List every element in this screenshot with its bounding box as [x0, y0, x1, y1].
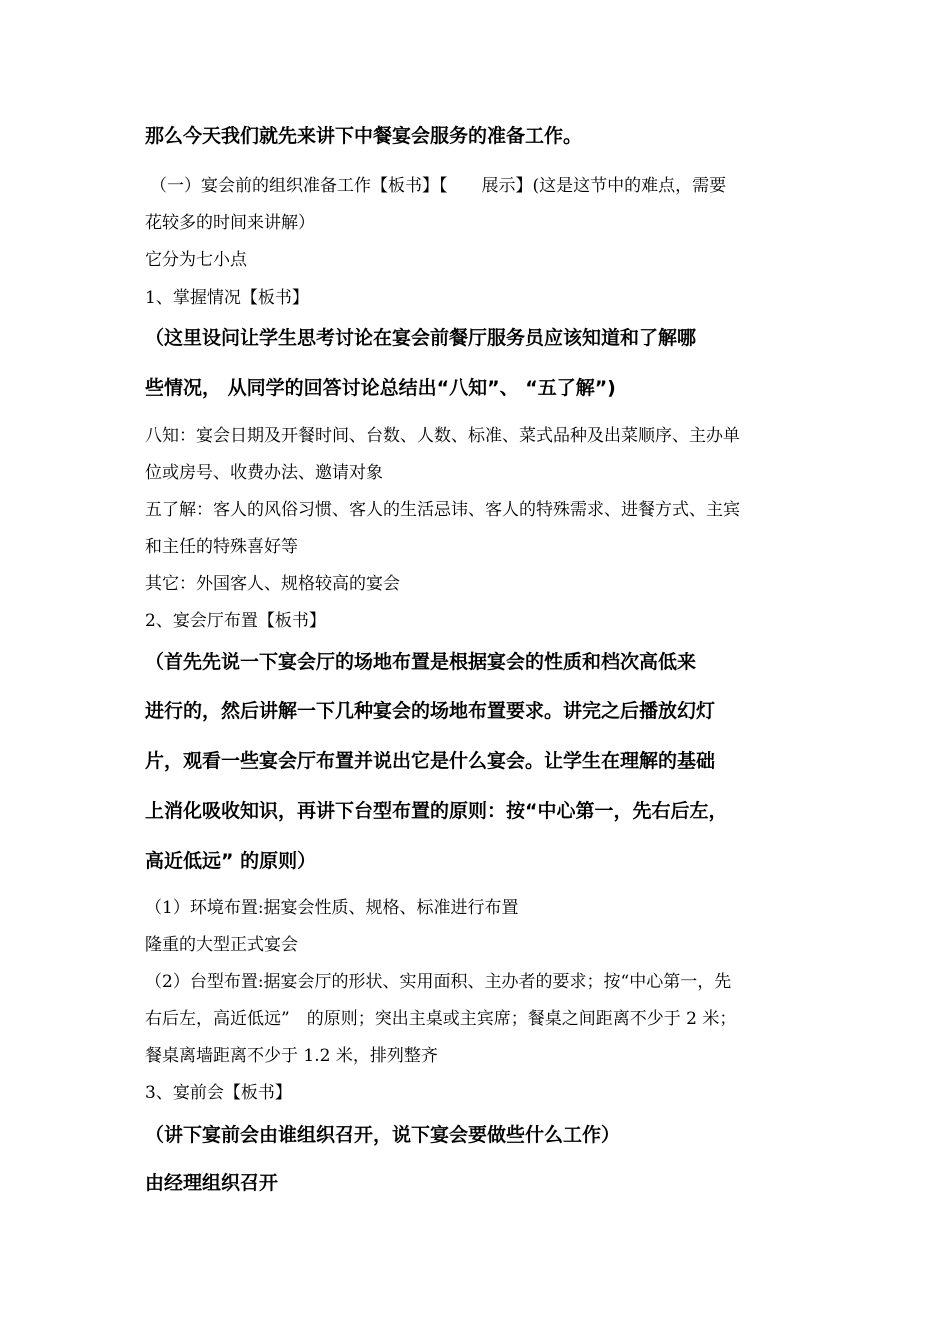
note-line-4: 进行的，然后讲解一下几种宴会的场地布置要求。讲完之后播放幻灯 [145, 700, 716, 722]
other-line: 其它：外国客人、规格较高的宴会 [145, 574, 400, 594]
note-line-3: （首先先说一下宴会厅的场地布置是根据宴会的性质和档次高低来 [145, 651, 697, 673]
note-line-8: （讲下宴前会由谁组织召开，说下宴会要做些什么工作） [145, 1124, 621, 1146]
note-line-2: 些情况， 从同学的回答讨论总结出“八知”、 “五了解”) [145, 377, 616, 399]
eight-know-line-2: 位或房号、收费办法、邀请对象 [145, 463, 383, 483]
note-line-6: 上消化吸收知识，再讲下台型布置的原则：按“中心第一，先右后左， [145, 800, 728, 822]
section-heading-line-1: （一）宴会前的组织准备工作【板书】【 展示】(这是这节中的难点，需要 [150, 176, 727, 196]
intro-heading: 那么今天我们就先来讲下中餐宴会服务的准备工作。 [145, 125, 583, 147]
note-line-1: （这里设问让学生思考讨论在宴会前餐厅服务员应该知道和了解哪 [145, 327, 697, 349]
five-understand-line-2: 和主任的特殊喜好等 [145, 537, 298, 557]
section-heading-line-2: 花较多的时间来讲解） [145, 213, 315, 233]
eight-know-line-1: 八知：宴会日期及开餐时间、台数、人数、标准、菜式品种及出菜顺序、主办单 [145, 426, 740, 446]
table-layout-line-1: （2）台型布置:据宴会厅的形状、实用面积、主办者的要求；按“中心第一，先 [145, 972, 732, 992]
env-layout-line: （1）环境布置:据宴会性质、规格、标准进行布置 [145, 898, 519, 918]
item-1-heading: 1、掌握情况【板书】 [145, 288, 309, 308]
formal-banquet-line: 隆重的大型正式宴会 [145, 935, 298, 955]
item-3-heading: 3、宴前会【板书】 [145, 1083, 292, 1103]
note-line-5: 片，观看一些宴会厅布置并说出它是什么宴会。让学生在理解的基础 [145, 750, 716, 772]
item-2-heading: 2、宴会厅布置【板书】 [145, 611, 326, 631]
note-line-7: 高近低远” 的原则） [145, 850, 317, 872]
manager-line: 由经理组织召开 [145, 1172, 279, 1194]
table-layout-line-2: 右后左，高近低远” 的原则；突出主桌或主宾席；餐桌之间距离不少于 2 米； [145, 1009, 737, 1029]
five-understand-line-1: 五了解：客人的风俗习惯、客人的生活忌讳、客人的特殊需求、进餐方式、主宾 [145, 500, 740, 520]
table-layout-line-3: 餐桌离墙距离不少于 1.2 米，排列整齐 [145, 1046, 438, 1066]
subsection-count: 它分为七小点 [145, 250, 247, 270]
